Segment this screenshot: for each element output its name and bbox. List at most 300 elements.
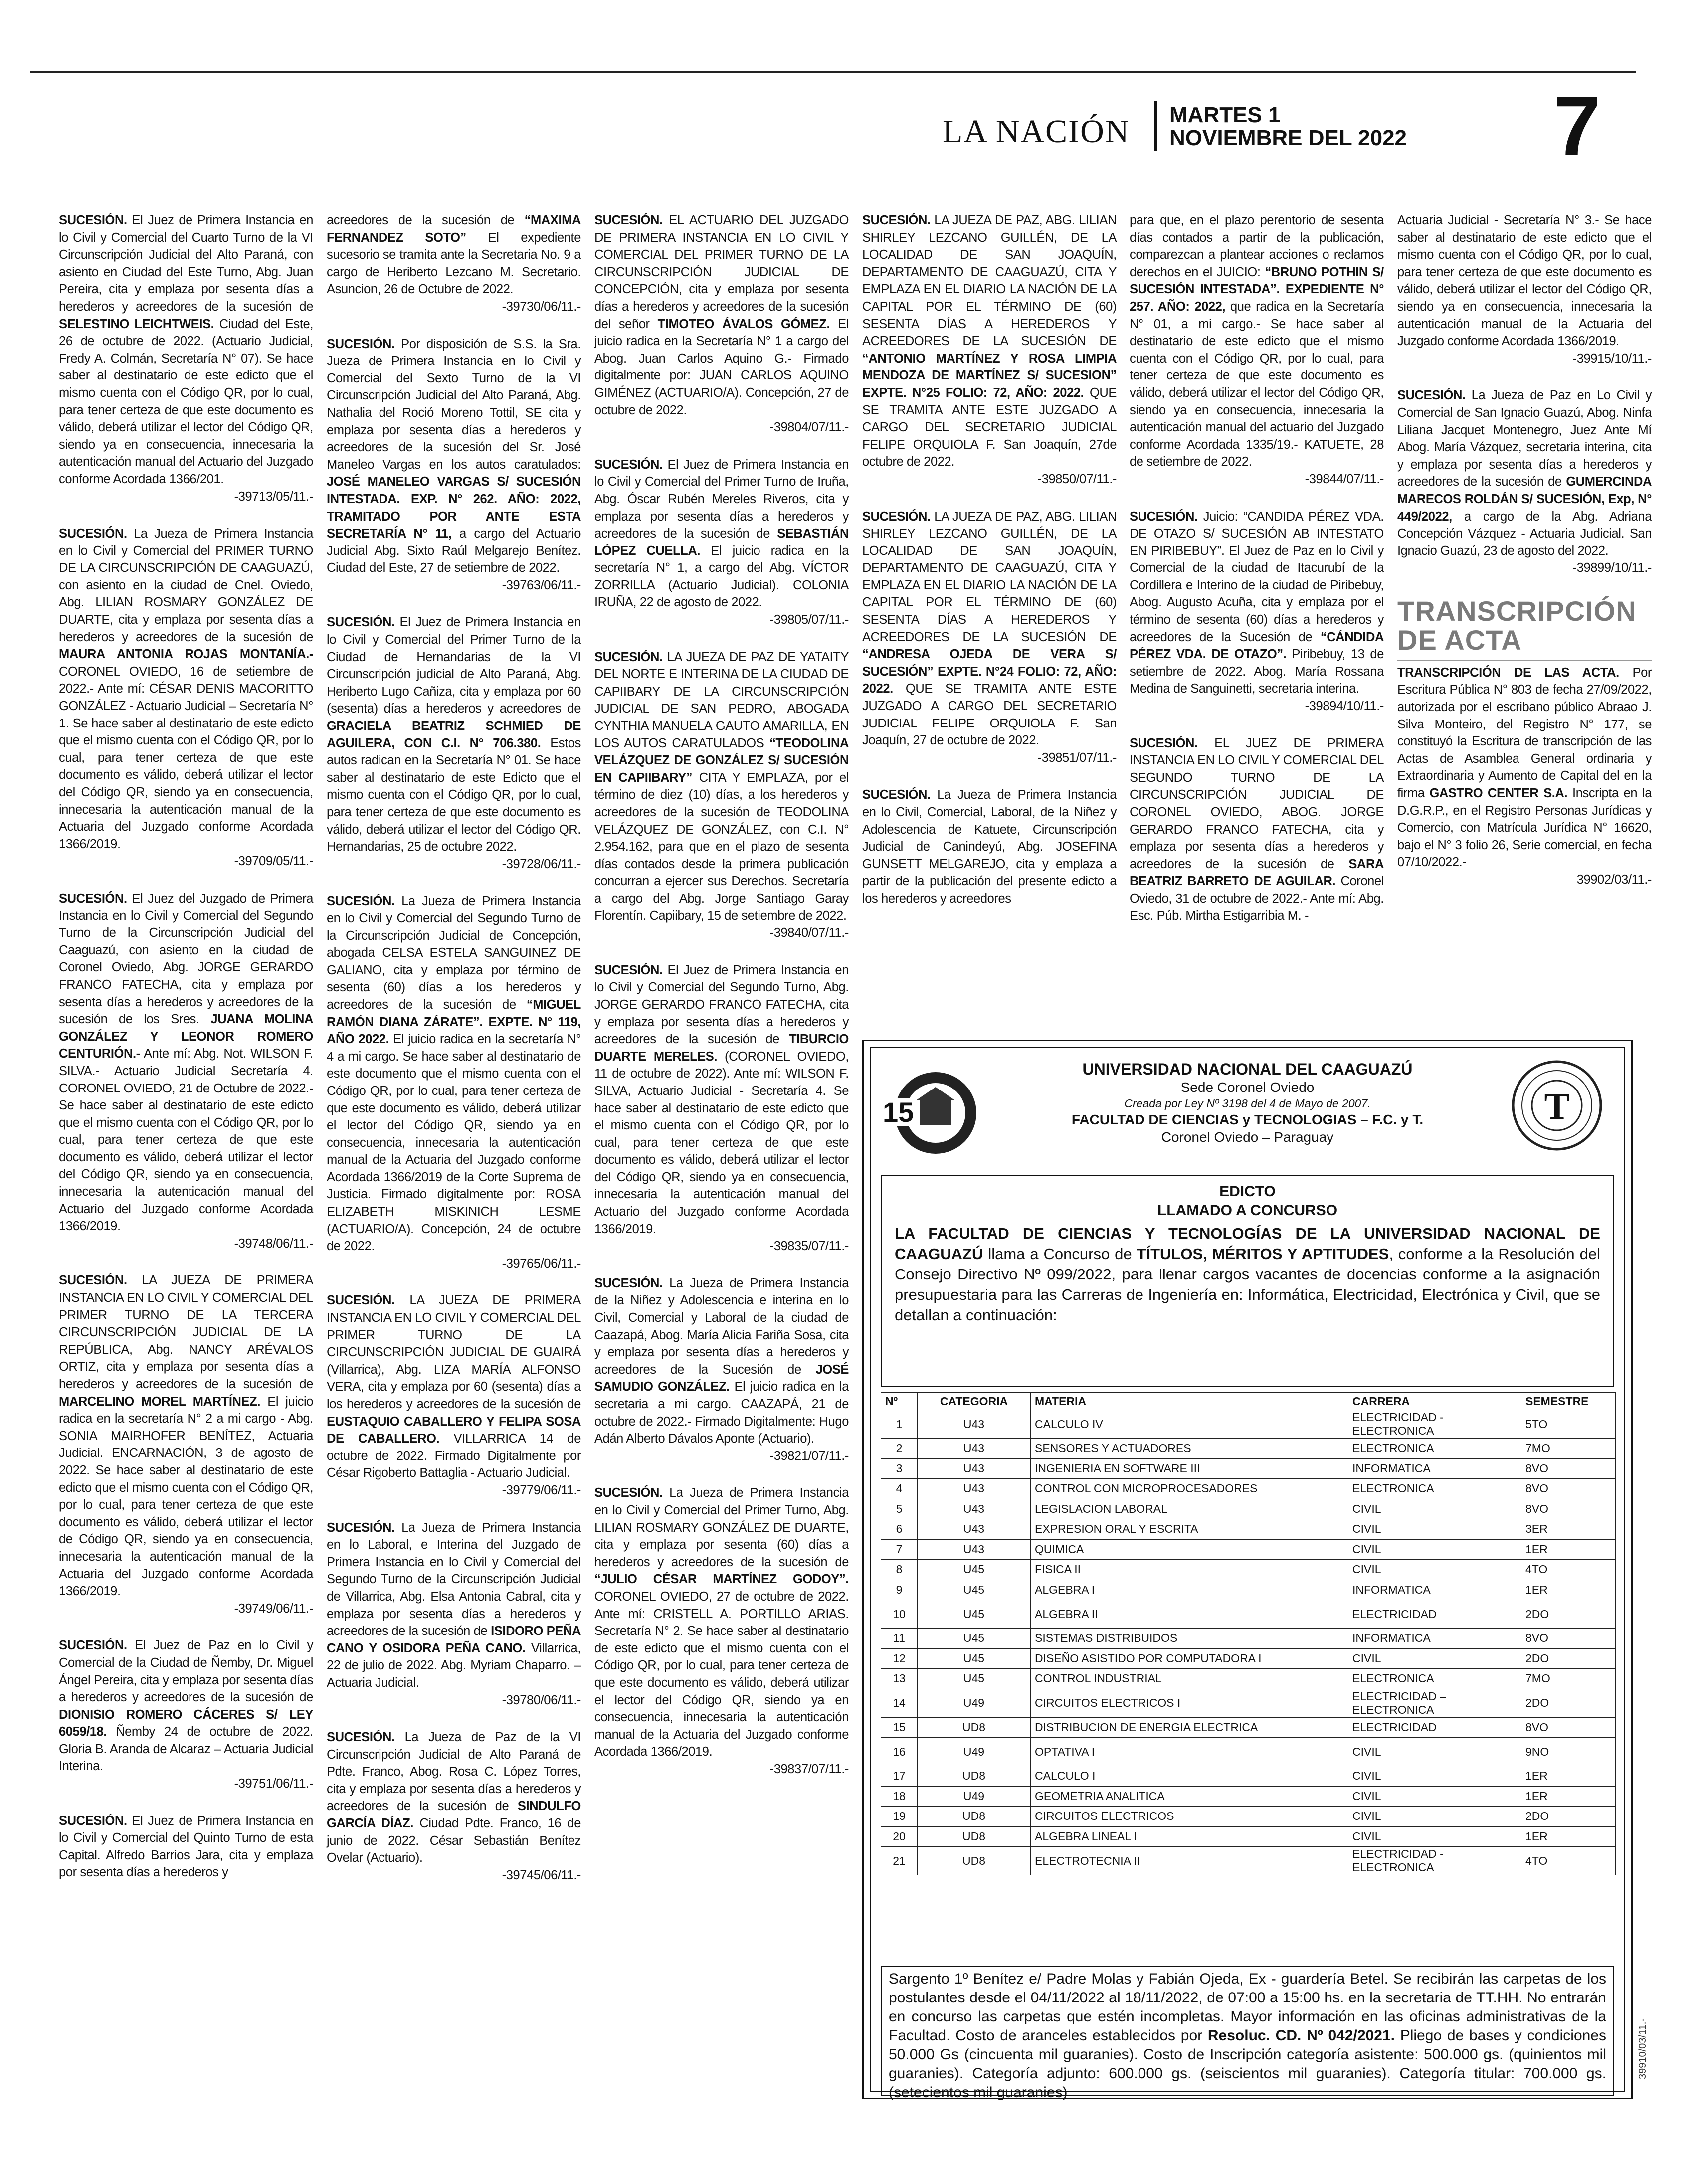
legal-notice: [862, 212, 1117, 488]
row-materia: ALGEBRA LINEAL I: [1031, 1826, 1348, 1847]
logo-right-letter: T: [1544, 1086, 1570, 1127]
notice-reference: 39902/03/11.-: [1576, 873, 1652, 887]
announcement-header: [871, 1048, 1624, 1173]
university-anniversary-logo: [881, 1063, 980, 1163]
notice-body: La Jueza de Primera Instancia en lo Civil, Comercial, Laboral, de la Niñez y Adolescencia de Katuete, Circunscripción Judicial de Canindeyú, Abg. JOSEFINA GUNSETT MELGAREJO, cita y emplaza a partir de la publicación del presente edicto a los herederos y acreedores: [862, 788, 1117, 906]
notice-text: [327, 893, 581, 1272]
row-carrera: CIVIL: [1348, 1560, 1521, 1580]
row-categoria: UD8: [918, 1826, 1031, 1847]
vacancies-table: [881, 1392, 1616, 1875]
row-semestre: 2DO: [1521, 1648, 1616, 1669]
notice-body: El Juez de Primera Instancia en lo Civil y Comercial del Quinto Turno de esta Capital. Alfredo Barrios Jara, cita y emplaza por sesenta días a herederos y: [59, 1814, 313, 1880]
notice-tail: Coronel Oviedo, 31 de octubre de 2022.- Ante mí: Abg. Esc. Púb. Mirtha Estigarribia M. -: [1130, 874, 1384, 923]
faculty-name: FACULTAD DE CIENCIAS y TECNOLOGIAS – F.C. y T.: [1071, 1112, 1424, 1127]
row-categoria: U43: [918, 1519, 1031, 1540]
university-name: UNIVERSIDAD NACIONAL DEL CAAGUAZÚ: [1082, 1060, 1413, 1078]
notice-reference: -39837/07/11.-: [769, 1762, 849, 1776]
page-number: 7: [1553, 79, 1601, 174]
notice-name: SELESTINO LEICHTWEIS.: [59, 317, 214, 331]
notice-lead: SUCESIÓN.: [1130, 509, 1198, 524]
row-categoria: U43: [918, 1458, 1031, 1479]
legal-notice: [59, 1637, 313, 1792]
notice-name: TIMOTEO ÁVALOS GÓMEZ.: [657, 317, 830, 331]
notice-reference: -39779/06/11.-: [502, 1483, 581, 1497]
top-rule: [30, 71, 1636, 73]
announcement-titles: [990, 1059, 1505, 1146]
row-categoria: U43: [918, 1539, 1031, 1560]
university-sede: Sede Coronel Oviedo: [1180, 1080, 1315, 1095]
table-row: [881, 1669, 1616, 1689]
row-materia: ALGEBRA I: [1031, 1580, 1348, 1600]
notice-lead: SUCESIÓN.: [327, 1520, 395, 1535]
notice-body: para que, en el plazo perentorio de sesenta días contados a partir de la publicación, comparezcan a plantear acciones o reclamos derechos en el JUICIO:: [1130, 213, 1384, 279]
notice-tail: El expediente sucesorio se tramita ante la Secretaria No. 9 a cargo de Heriberto Lezcano M. Secretario. Asuncion, 26 de Octubre de 2022.: [327, 230, 581, 297]
masthead-day: MARTES 1: [1169, 103, 1281, 127]
notice-tail: VILLARRICA 14 de octubre de 2022. Firmado Digitalmente por César Rigoberto Battaglia - Actuario Judicial.: [327, 1432, 581, 1480]
row-materia: SENSORES Y ACTUADORES: [1031, 1439, 1348, 1459]
row-categoria: UD8: [918, 1807, 1031, 1827]
notice-text: [1130, 508, 1384, 715]
notice-text: [327, 1729, 581, 1884]
row-semestre: 9NO: [1521, 1738, 1616, 1766]
notice-body: La Jueza de Primera Instancia en lo Civil y Comercial del Segundo Turno de la Circunscripción Judicial de Concepción, abogada CELSA ESTELA SANGUINEZ DE GALIANO, cita y emplaza por término de sesenta (60) días a los herederos y acreedores de la sucesión de: [327, 894, 581, 1012]
legal-notice: [59, 212, 313, 505]
row-numero: 14: [881, 1689, 918, 1717]
notice-body: EL ACTUARIO DEL JUZGADO DE PRIMERA INSTANCIA EN LO CIVIL Y COMERCIAL DEL PRIMER TURNO DE LA CIRCUNSCRIPCIÓN JUDICIAL DE CONCEPCIÓN, cita y emplaza por sesenta días a herederos y acreedores de la sucesión del señor: [594, 213, 849, 331]
notice-reference: -39821/07/11.-: [769, 1449, 849, 1463]
edicto-intro-text-2: , conforme a la Resolución del Consejo Directivo Nº 099/2022, para llenar cargos vacantes de docencias conforme a la asignación presupuestaria para las Carreras de Ingeniería en: Informática, Electricidad, Electrónica y Civil, que se detallan a continuación:: [895, 1245, 1600, 1324]
notice-text: [594, 1484, 849, 1778]
notice-name: “MIGUEL RAMÓN DIANA ZÁRATE”. EXPTE. N° 119, AÑO 2022.: [327, 997, 581, 1047]
edicto-intro-faculty: LA FACULTAD DE CIENCIAS Y TECNOLOGÍAS DE LA UNIVERSIDAD NACIONAL DE CAAGUAZÚ: [895, 1225, 1600, 1263]
row-numero: 20: [881, 1826, 918, 1847]
table-row: [881, 1826, 1616, 1847]
row-numero: 1: [881, 1410, 918, 1439]
row-semestre: 1ER: [1521, 1786, 1616, 1807]
legal-notice: [1397, 387, 1652, 577]
notice-lead: SUCESIÓN.: [59, 1814, 127, 1828]
notice-tail: QUE SE TRAMITA ANTE ESTE JUZGADO A CARGO DEL SECRETARIO JUDICIAL FELIPE ORQUIOLA F. San Joaquín, 27de octubre de 2022.: [862, 385, 1117, 469]
legal-notice: [327, 1729, 581, 1884]
notice-tail: Ñemby 24 de octubre de 2022. Gloria B. Aranda de Alcaraz – Actuaria Judicial Interina.: [59, 1725, 313, 1774]
notice-body: LA JUEZA DE PAZ DE YATAITY DEL NORTE E INTERINA DE LA CIUDAD DE CAPIIBARY DE LA CIRCUNSCRIPCIÓN JUDICIAL DE SAN PEDRO, ABOGADA CYNTHIA MANUELA GAUTO AMARILLA, EN LOS AUTOS CARATULADOS: [594, 650, 849, 750]
row-numero: 13: [881, 1669, 918, 1689]
row-semestre: 1ER: [1521, 1826, 1616, 1847]
notice-name: TIBURCIO DUARTE MERELES.: [594, 1032, 849, 1064]
legal-notice: [862, 786, 1117, 907]
legal-notice: [327, 614, 581, 873]
table-row: [881, 1738, 1616, 1766]
notice-body: Por disposición de S.S. la Sra. Jueza de Primera Instancia en lo Civil y Comercial del Sexto Turno de la VI Circunscripción Judicial del Alto Paraná, Abg. Nathalia del Roció Moreno Tottil, SE cita y emplaza por sesenta días a herederos y acreedores de la sucesión del Sr. José Maneleo Vargas en los autos caratulados:: [327, 337, 581, 472]
row-materia: ELECTROTECNIA II: [1031, 1847, 1348, 1875]
notice-text: [327, 614, 581, 873]
notice-text: [59, 212, 313, 505]
notice-name: ISIDORO PEÑA CANO Y OSIDORA PEÑA CANO.: [327, 1624, 581, 1655]
row-carrera: CIVIL: [1348, 1738, 1521, 1766]
logo-left-number: 15: [883, 1096, 914, 1128]
row-carrera: CIVIL: [1348, 1826, 1521, 1847]
row-categoria: U45: [918, 1629, 1031, 1649]
notice-lead: SUCESIÓN.: [1130, 736, 1198, 750]
legal-notice: [327, 212, 581, 316]
table-row: [881, 1786, 1616, 1807]
notice-reference: -39730/06/11.-: [502, 299, 581, 314]
notice-lead: SUCESIÓN.: [327, 337, 395, 351]
row-carrera: CIVIL: [1348, 1519, 1521, 1540]
row-numero: 18: [881, 1786, 918, 1807]
notice-name: DIONISIO ROMERO CÁCERES S/ LEY 6059/18.: [59, 1707, 313, 1739]
row-materia: EXPRESION ORAL Y ESCRITA: [1031, 1519, 1348, 1540]
notice-text: [594, 962, 849, 1255]
table-row: [881, 1499, 1616, 1519]
notice-lead: SUCESIÓN.: [594, 213, 663, 227]
row-categoria: U45: [918, 1580, 1031, 1600]
row-categoria: UD8: [918, 1847, 1031, 1875]
row-numero: 9: [881, 1580, 918, 1600]
row-numero: 6: [881, 1519, 918, 1540]
footer-resolution: Resoluc. CD. Nº 042/2021.: [1207, 2027, 1395, 2044]
vacancies-table-body: [881, 1410, 1616, 1875]
column-4: [862, 212, 1117, 1027]
column-6: [1397, 212, 1652, 908]
row-categoria: UD8: [918, 1766, 1031, 1787]
row-semestre: 8VO: [1521, 1499, 1616, 1519]
footer-text-2: Pliego de bases y condiciones 50.000 Gs (cincuenta mil guaranies). Costo de Inscripción categoría asistente: 500.000 gs. (quinientos mil guaranies). Categoría adjunto: 600.000 gs. (seiscientos mil guaranies). Categoría titular: 700.000 gs. (setecientos mil guaranies): [889, 2027, 1606, 2101]
notice-body: La Jueza de Primera Instancia en lo Civil y Comercial del Primer Turno, Abg. LILIAN ROSMARY GONZÁLEZ DE DUARTE, cita y emplaza por sesenta (60) días a herederos y acreedores de la sucesión de: [594, 1486, 849, 1569]
edicto-intro-concurso: TÍTULOS, MÉRITOS Y APTITUDES: [1137, 1245, 1389, 1263]
vacancies-table-header: [881, 1393, 1616, 1410]
row-semestre: 1ER: [1521, 1766, 1616, 1787]
legal-notice: [594, 1275, 849, 1465]
notice-tail: Piribebuy, 13 de setiembre de 2022. Abog. María Rossana Medina de Sanguinetti, secretaria interina.: [1130, 647, 1384, 696]
row-materia: CIRCUITOS ELECTRICOS I: [1031, 1689, 1348, 1717]
column-6-notices: [1397, 212, 1652, 577]
row-numero: 21: [881, 1847, 918, 1875]
row-materia: CONTROL INDUSTRIAL: [1031, 1669, 1348, 1689]
row-categoria: U43: [918, 1499, 1031, 1519]
row-materia: OPTATIVA I: [1031, 1738, 1348, 1766]
notice-reference: -39840/07/11.-: [769, 926, 849, 940]
notice-tail: Ciudad del Este, 26 de octubre de 2022. (Actuario Judicial, Fredy A. Colmán, Secretaría N° 07). Se hace saber al destinatario de este edicto que el mismo cuenta con el Código QR, por lo cual, para tener certeza de que este documento es válido, deberá utilizar el lector del Código QR, siendo ya en consecuencia, innecesaria la autenticación manual del Actuario del Juzgado conforme Acordada 1366/201.: [59, 317, 313, 486]
legal-notice: [1130, 212, 1384, 488]
row-carrera: ELECTRICIDAD: [1348, 1600, 1521, 1629]
table-row: [881, 1519, 1616, 1540]
edicto-box: [881, 1175, 1614, 1387]
table-row: [881, 1560, 1616, 1580]
legal-notice: [594, 962, 849, 1255]
row-semestre: 4TO: [1521, 1560, 1616, 1580]
row-categoria: U45: [918, 1648, 1031, 1669]
row-materia: CALCULO IV: [1031, 1410, 1348, 1439]
row-carrera: CIVIL: [1348, 1807, 1521, 1827]
announcement-side-reference: 39910/03/11.-: [1637, 2018, 1648, 2079]
row-carrera: INFORMATICA: [1348, 1629, 1521, 1649]
notice-reference: -39713/05/11.-: [234, 489, 313, 504]
notice-text: [59, 1813, 313, 1881]
masthead-month: NOVIEMBRE DEL 2022: [1169, 126, 1407, 150]
row-categoria: U49: [918, 1689, 1031, 1717]
notice-body: Por Escritura Pública N° 803 de fecha 27/09/2022, autorizada por el escribano público Abraao J. Silva Monteiro, del Registro N° 177, se constituyó la Escritura de transcripción de las Actas de Asamblea General ordinaria y Extraordinaria y Aumento de Capital del en la firma: [1397, 665, 1652, 801]
table-row: [881, 1458, 1616, 1479]
table-row: [881, 1580, 1616, 1600]
legal-notice: [594, 1484, 849, 1778]
row-categoria: U45: [918, 1600, 1031, 1629]
notice-body: El Juez de Primera Instancia en lo Civil y Comercial del Primer Turno de Iruña, Abg. Óscar Rubén Mereles Riveros, cita y emplaza por sesenta días a herederos y acreedores de la sucesión de: [594, 457, 849, 541]
row-carrera: ELECTRONICA: [1348, 1669, 1521, 1689]
header-categoria: CATEGORIA: [918, 1393, 1031, 1410]
table-row: [881, 1807, 1616, 1827]
notice-body: El Juez del Juzgado de Primera Instancia en lo Civil y Comercial del Segundo Turno de la Circunscripción Judicial del Caaguazú, con asiento en la ciudad de Coronel Oviedo, Abg. JORGE GERARDO FRANCO FATECHA, cita y emplaza por sesenta días a herederos y acreedores de la sucesión de los Sres.: [59, 891, 313, 1027]
notice-lead: SUCESIÓN.: [327, 1293, 395, 1308]
legal-notice: [594, 212, 849, 436]
row-numero: 12: [881, 1648, 918, 1669]
notice-reference: -39709/05/11.-: [234, 854, 313, 869]
row-carrera: CIVIL: [1348, 1499, 1521, 1519]
notice-lead: SUCESIÓN.: [327, 1730, 395, 1745]
row-numero: 19: [881, 1807, 918, 1827]
table-row: [881, 1600, 1616, 1629]
notice-tail: Ciudad Pdte. Franco, 16 de junio de 2022. César Sebastián Benítez Ovelar (Actuario).: [327, 1816, 581, 1865]
notice-name: “ANTONIO MARTÍNEZ Y ROSA LIMPIA MENDOZA DE MARTÍNEZ S/ SUCESION” EXPTE. N°25 FOLIO: 72, AÑO: 2022.: [862, 351, 1117, 400]
notice-text: [1397, 212, 1652, 367]
row-materia: LEGISLACION LABORAL: [1031, 1499, 1348, 1519]
table-row: [881, 1766, 1616, 1787]
faculty-city: Coronel Oviedo – Paraguay: [1161, 1129, 1334, 1145]
row-carrera: CIVIL: [1348, 1766, 1521, 1787]
notice-lead: SUCESIÓN.: [59, 1638, 127, 1653]
row-materia: INGENIERIA EN SOFTWARE III: [1031, 1458, 1348, 1479]
notice-text: [327, 1519, 581, 1709]
row-categoria: U43: [918, 1410, 1031, 1439]
legal-notice: [1397, 212, 1652, 367]
notice-lead: SUCESIÓN.: [862, 213, 931, 227]
legal-notice: [1130, 508, 1384, 715]
row-semestre: 7MO: [1521, 1439, 1616, 1459]
notice-body: LA JUEZA DE PAZ, ABG. LILIAN SHIRLEY LEZCANO GUILLÉN, DE LA LOCALIDAD DE SAN JOAQUÍN, DEPARTAMENTO DE CAAGUAZÚ, CITA Y EMPLAZA EN EL DIARIO LA NACIÓN DE LA CAPITAL POR EL TÉRMINO DE (60) SESENTA DÍAS A HEREDEROS Y ACREEDORES DE LA SUCESIÓN DE: [862, 509, 1117, 644]
table-row: [881, 1479, 1616, 1499]
row-materia: DISTRIBUCION DE ENERGIA ELECTRICA: [1031, 1717, 1348, 1738]
row-categoria: U43: [918, 1439, 1031, 1459]
notice-body: Actuaria Judicial - Secretaría N° 3.- Se hace saber al destinatario de este edicto que el mismo cuenta con el Código QR, por lo cual, para tener certeza de que este documento es válido, deberá utilizar el lector del Código QR, siendo ya en consecuencia, innecesaria la autenticación manual de la Actuaria del Juzgado conforme Acordada 1366/2019.: [1397, 213, 1652, 349]
footer-text-1: Sargento 1º Benítez e/ Padre Molas y Fabián Ojeda, Ex - guardería Betel. Se recibirán las carpetas de los postulantes desde el 04/11/2022 al 18/11/2022, de 07:00 a 15:00 hs. en la secretaria de TT.HH. No entrarán en concurso las carpetas que estén incompletas. Mayor información en las oficinas administrativas de la Facultad. Costo de aranceles establecidos por: [889, 1971, 1606, 2044]
row-carrera: ELECTRICIDAD – ELECTRONICA: [1348, 1689, 1521, 1717]
table-row: [881, 1539, 1616, 1560]
notice-tail: (CORONEL OVIEDO, 11 de octubre de 2022). Ante mí: WILSON F. SILVA, Actuario Judicial - Secretaría 4. Se hace saber al destinatario de este edicto que el mismo cuenta con el Código QR, por lo cual, para tener certeza de que este documento es válido, deberá utilizar el lector del Código QR, siendo ya en consecuencia, innecesaria la autenticación manual del Actuario del Juzgado conforme Acordada 1366/2019.: [594, 1049, 849, 1236]
masthead-divider: [1154, 101, 1157, 151]
notice-text: [327, 336, 581, 594]
notice-reference: -39748/06/11.-: [234, 1236, 313, 1251]
row-numero: 17: [881, 1766, 918, 1787]
notice-reference: -39751/06/11.-: [234, 1777, 313, 1791]
notice-body: El Juez de Primera Instancia en lo Civil y Comercial del Segundo Turno, Abg. JORGE GERARDO FRANCO FATECHA, cita y emplaza por sesenta días a herederos y acreedores de la sucesión de: [594, 963, 849, 1047]
section-heading-transcripcion: TRANSCRIPCIÓN DE ACTA: [1397, 597, 1652, 661]
row-carrera: INFORMATICA: [1348, 1580, 1521, 1600]
legal-notice: [59, 890, 313, 1252]
notice-reference: -39844/07/11.-: [1305, 472, 1384, 486]
row-semestre: 8VO: [1521, 1717, 1616, 1738]
notice-name: MARCELINO MOREL MARTÍNEZ.: [59, 1394, 261, 1409]
row-semestre: 7MO: [1521, 1669, 1616, 1689]
notice-tail: Villarrica, 22 de julio de 2022. Abg. Myriam Chaparro. – Actuaria Judicial.: [327, 1641, 581, 1690]
legal-notice: [1130, 735, 1384, 925]
notice-body: La Jueza de Paz en Lo Civil y Comercial de San Ignacio Guazú, Abog. Ninfa Liliana Jacquet Montenegro, Juez Ante Mí Abog. María Vázquez, secretaria interina, cita y emplaza por sesenta días a herederos y acreedores de la sucesión de: [1397, 388, 1652, 489]
row-numero: 15: [881, 1717, 918, 1738]
notice-tail: El juicio radica en la secretaría N° 2 a mi cargo - Abg. SONIA MAIRHOFER BENÍTEZ, Actuaria Judicial. ENCARNACIÓN, 3 de agosto de 2022. Se hace saber al destinatario de este edicto que el mismo cuenta con el Código QR, por lo cual, para tener certeza de que este documento es válido, deberá utilizar el lector de Código QR, siendo ya en consecuencia, innecesaria la autenticación manual de la Actuaria del Juzgado conforme Acordada 1366/2019.: [59, 1394, 313, 1599]
notice-name: GASTRO CENTER S.A.: [1429, 786, 1568, 801]
notice-lead: SUCESIÓN.: [594, 1276, 663, 1290]
notice-name: “TEODOLINA VELÁZQUEZ DE GONZÁLEZ S/ SUCESIÓN EN CAPIIBARY”: [594, 736, 849, 785]
legal-notice: [862, 508, 1117, 767]
notice-tail: El juicio radica en la secretaría N° 1, a cargo del Abg. VÍCTOR ZORRILLA (Actuario Judicial). COLONIA IRUÑA, 22 de agosto de 2022.: [594, 544, 849, 610]
notice-tail: a cargo del Actuario Judicial Abg. Sixto Raúl Melgarejo Benítez. Ciudad del Este, 27 de setiembre de 2022.: [327, 527, 581, 575]
row-carrera: CIVIL: [1348, 1648, 1521, 1669]
notice-body: LA JUEZA DE PRIMERA INSTANCIA EN LO CIVIL Y COMERCIAL DEL PRIMER TURNO DE LA CIRCUNSCRIPCIÓN JUDICIAL DE GUAIRÁ (Villarrica), Abg. LIZA MARÍA ALFONSO VERA, cita y emplaza por 60 (sesenta) días a los herederos y acreedores de la sucesión de: [327, 1293, 581, 1411]
notice-reference: -39899/10/11.-: [1572, 561, 1652, 575]
notice-lead: SUCESIÓN.: [594, 650, 663, 664]
notice-tail: CORONEL OVIEDO, 27 de octubre de 2022. Ante mí: CRISTELL A. PORTILLO ARIAS. Secretaría N° 2. Se hace saber al destinatario de este edicto que el mismo cuenta con el Código QR, por lo cual, para tener certeza de que este documento es válido, deberá utilizar el lector del Código QR, siendo ya en consecuencia, innecesaria la autenticación manual de la Actuaria del Juzgado conforme Acordada 1366/2019.: [594, 1589, 849, 1759]
row-categoria: U45: [918, 1560, 1031, 1580]
notice-reference: -39749/06/11.-: [234, 1601, 313, 1616]
notice-text: [862, 508, 1117, 767]
masthead-date: [1169, 104, 1407, 150]
notice-tail: El juicio radica en la secretaria a mi cargo. CAAZAPÁ, 21 de octubre de 2022.- Firmado Digitalmente: Hugo Adán Alberto Dávalos Aponte (Actuario).: [594, 1380, 849, 1446]
legal-notice: [327, 1519, 581, 1709]
row-semestre: 4TO: [1521, 1847, 1616, 1875]
announcement-footer: [881, 1966, 1614, 2101]
announcement-inner-frame: [870, 1047, 1625, 2101]
notice-reference: -39745/06/11.-: [502, 1868, 581, 1882]
row-materia: DISEÑO ASISTIDO POR COMPUTADORA I: [1031, 1648, 1348, 1669]
row-materia: FISICA II: [1031, 1560, 1348, 1580]
notice-lead: SUCESIÓN.: [59, 527, 127, 541]
legal-notice: [327, 893, 581, 1272]
notice-text: [327, 1292, 581, 1499]
notice-body: EL JUEZ DE PRIMERA INSTANCIA EN LO CIVIL Y COMERCIAL DEL SEGUNDO TURNO DE LA CIRCUNSCRIPCIÓN JUDICIAL DE CORONEL OVIEDO, ABOG. JORGE GERARDO FRANCO FATECHA, cita y emplaza por sesenta días a herederos y acreedores de la sucesión de: [1130, 736, 1384, 871]
notice-text: [862, 212, 1117, 488]
legal-notice: [594, 649, 849, 942]
notice-name: “JULIO CÉSAR MARTÍNEZ GODOY”.: [594, 1572, 849, 1587]
row-carrera: ELECTRICIDAD - ELECTRONICA: [1348, 1410, 1521, 1439]
row-semestre: 1ER: [1521, 1539, 1616, 1560]
row-numero: 2: [881, 1439, 918, 1459]
row-materia: QUIMICA: [1031, 1539, 1348, 1560]
faculty-seal-logo: [1510, 1058, 1604, 1153]
notice-name: SARA BEATRIZ BARRETO DE AGUILAR.: [1130, 857, 1384, 889]
notice-text: [1130, 735, 1384, 925]
row-numero: 10: [881, 1600, 918, 1629]
notice-body: El Juez de Paz en lo Civil y Comercial de la Ciudad de Ñemby, Dr. Miguel Ángel Pereira, cita y emplaza por sesenta días a herederos y acreedores de la sucesión de: [59, 1638, 313, 1705]
table-row: [881, 1648, 1616, 1669]
notice-reference: -39728/06/11.-: [502, 857, 581, 871]
notice-lead: SUCESIÓN.: [59, 213, 127, 227]
notice-tail: que radica en la Secretaría N° 01, a mi cargo.- Se hace saber al destinatario de este edicto que el mismo cuenta con el Código QR, por lo cual, para tener certeza de que este documento es válido, deberá utilizar el lector del Código QR, siendo ya en consecuencia, innecesaria la autenticación manual del actuario del Juzgado conforme Acordada 1335/19.- KATUETE, 28 de setiembre de 2022.: [1130, 299, 1384, 469]
notice-name: EUSTAQUIO CABALLERO Y FELIPA SOSA DE CABALLERO.: [327, 1414, 581, 1446]
notice-reference: -39780/06/11.-: [502, 1693, 581, 1707]
row-categoria: U49: [918, 1786, 1031, 1807]
notice-text: [1130, 212, 1384, 488]
notice-lead: SUCESIÓN.: [59, 1273, 127, 1288]
table-row: [881, 1717, 1616, 1738]
row-categoria: U45: [918, 1669, 1031, 1689]
row-materia: ALGEBRA II: [1031, 1600, 1348, 1629]
notice-name: “BRUNO POTHIN S/ SUCESIÓN INTESTADA”. EXPEDIENTE N° 257. AÑO: 2022,: [1130, 265, 1384, 314]
row-materia: GEOMETRIA ANALITICA: [1031, 1786, 1348, 1807]
row-numero: 16: [881, 1738, 918, 1766]
notice-tail: Estos autos radican en la Secretaría N° 01. Se hace saber al destinatario de este Edicto que el mismo cuenta con el Código QR, por lo cual, para tener certeza de que este documento es válido, deberá utilizar el lector del Código QR. Hernandarias, 25 de octubre 2022.: [327, 736, 581, 854]
table-row: [881, 1410, 1616, 1439]
row-carrera: INFORMATICA: [1348, 1458, 1521, 1479]
newspaper-logo: LA NACIÓN: [943, 113, 1130, 150]
row-materia: CONTROL CON MICROPROCESADORES: [1031, 1479, 1348, 1499]
notice-lead: TRANSCRIPCIÓN DE LAS ACTA.: [1397, 665, 1619, 680]
column-1: [59, 212, 313, 1901]
row-materia: SISTEMAS DISTRIBUIDOS: [1031, 1629, 1348, 1649]
notice-name: MAURA ANTONIA ROJAS MONTANÍA.-: [59, 647, 313, 662]
row-carrera: ELECTRICIDAD: [1348, 1717, 1521, 1738]
notice-text: [59, 1637, 313, 1792]
row-numero: 4: [881, 1479, 918, 1499]
notice-name: SEBASTIÁN LÓPEZ CUELLA.: [594, 527, 849, 558]
row-semestre: 2DO: [1521, 1689, 1616, 1717]
column-6-transcripcion: [1397, 664, 1652, 889]
notice-name: SINDULFO GARCÍA DÍAZ.: [327, 1799, 581, 1831]
notice-body: Juicio: “CANDIDA PÉREZ VDA. DE OTAZO S/ SUCESIÓN AB INTESTATO EN PIRIBEBUY”. El Juez de Paz en lo Civil y Comercial de la ciudad de Itacurubí de la Cordillera e Interino de la ciudad de Piribebuy, Abog. Augusto Acuña, cita y emplaza por el término de sesenta (60) días a herederos y acreedores de la Sucesión de: [1130, 509, 1384, 644]
notice-name: GRACIELA BEATRIZ SCHMIED DE AGUILERA, CON C.I. N° 706.380.: [327, 719, 581, 750]
row-carrera: CIVIL: [1348, 1786, 1521, 1807]
notice-text: [59, 525, 313, 870]
table-row: [881, 1439, 1616, 1459]
row-carrera: ELECTRONICA: [1348, 1439, 1521, 1459]
university-law: Creada por Ley Nº 3198 del 4 de Mayo de 2007.: [1124, 1097, 1371, 1110]
notice-reference: -39765/06/11.-: [502, 1256, 581, 1271]
notice-reference: -39805/07/11.-: [769, 613, 849, 627]
notice-tail: QUE SE TRAMITA ANTE ESTE JUZGADO A CARGO DEL SECRETARIO JUDICIAL FELIPE ORQUIOLA F. San Joaquín, 27 de octubre de 2022.: [862, 682, 1117, 748]
notice-text: [327, 212, 581, 316]
edicto-title: EDICTO: [1219, 1183, 1276, 1200]
notice-name: GUMERCINDA MARECOS ROLDÁN S/ SUCESIÓN, Exp, N° 449/2022,: [1397, 475, 1652, 524]
legal-notice: [594, 456, 849, 629]
notice-lead: SUCESIÓN.: [327, 894, 395, 908]
notice-reference: -39915/10/11.-: [1572, 351, 1652, 365]
row-semestre: 8VO: [1521, 1458, 1616, 1479]
column-5: [1130, 212, 1384, 1027]
row-semestre: 2DO: [1521, 1600, 1616, 1629]
notice-text: [594, 212, 849, 436]
table-row: [881, 1847, 1616, 1875]
edicto-intro-text-1: llama a Concurso de: [983, 1245, 1137, 1263]
row-semestre: 1ER: [1521, 1580, 1616, 1600]
table-row: [881, 1689, 1616, 1717]
notice-reference: -39851/07/11.-: [1037, 750, 1117, 765]
notice-body: La Jueza de Paz de la VI Circunscripción Judicial de Alto Paraná de Pdte. Franco, Abog. Rosa C. López Torres, cita y emplaza por sesenta días a herederos y acreedores de la sucesión de: [327, 1730, 581, 1814]
notice-body: La Jueza de Primera Instancia en lo Civil y Comercial del PRIMER TURNO DE LA CIRCUNSCRIPCIÓN DE CAAGUAZÚ, con asiento en la ciudad de Cnel. Oviedo, Abg. LILIAN ROSMARY GONZÁLEZ DE DUARTE, cita y emplaza por sesenta días a herederos y acreedores de la sucesión de: [59, 527, 313, 644]
notice-lead: SUCESIÓN.: [594, 457, 663, 472]
legal-notice: [59, 1272, 313, 1617]
notice-tail: CORONEL OVIEDO, 16 de setiembre de 2022.- Ante mí: CÉSAR DENIS MACORITTO GONZÁLEZ - Actuario Judicial – Secretaría N° 1. Se hace saber al destinatario de este edicto que el mismo cuenta con el Código QR, por lo cual, para tener certeza de que este documento es válido, deberá utilizar el lector del Código QR, siendo ya en consecuencia, innecesaria la autenticación manual de la Actuaria del Juzgado conforme Acordada 1366/2019.: [59, 664, 313, 851]
notice-reference: -39850/07/11.-: [1037, 472, 1117, 486]
row-semestre: 2DO: [1521, 1807, 1616, 1827]
notice-name: JUANA MOLINA GONZÁLEZ Y LEONOR ROMERO CENTURIÓN.-: [59, 1012, 313, 1061]
notice-body: La Jueza de Primera Instancia de la Niñez y Adolescencia e interina en lo Civil, Comercial y Laboral de la ciudad de Caazapá, Abog. María Alicia Fariña Sosa, cita y emplaza por sesenta días a herederos y acreedores de la Sucesión de: [594, 1276, 849, 1377]
column-3: [594, 212, 849, 1798]
notice-tail: CITA Y EMPLAZA, por el término de diez (10) días, a los herederos y acreedores de la sucesión de TEODOLINA VELÁZQUEZ DE GONZÁLEZ, con C.I. N° 2.954.162, para que en el plazo de sesenta días contados desde la primera publicación concurran a ejercer sus Derechos. Secretaría a cargo del Abg. Jorge Santiago Garay Florentín. Capiibary, 15 de setiembre de 2022.: [594, 770, 849, 923]
row-semestre: 5TO: [1521, 1410, 1616, 1439]
row-categoria: U49: [918, 1738, 1031, 1766]
notice-lead: SUCESIÓN.: [327, 615, 395, 630]
legal-notice: [59, 1813, 313, 1881]
notice-reference: -39835/07/11.-: [769, 1239, 849, 1254]
notice-tail: a cargo de la Abg. Adriana Concepción Vázquez - Actuaria Judicial. San Ignacio Guazú, 23 de agosto del 2022.: [1397, 509, 1652, 558]
